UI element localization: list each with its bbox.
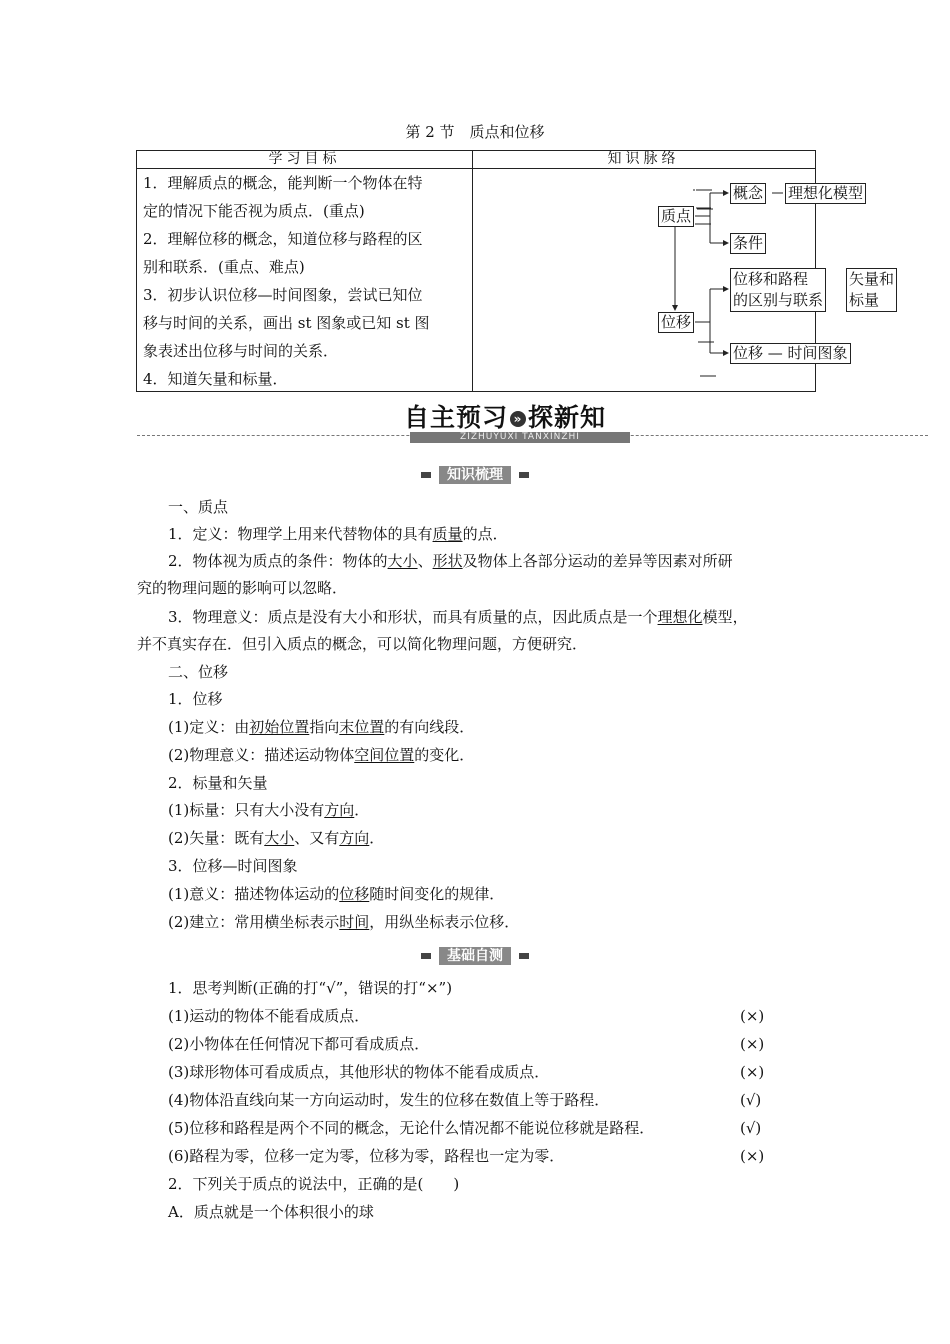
judge-mark: (√) — [740, 1119, 762, 1137]
goal-line: 4．知道矢量和标量． — [143, 370, 288, 388]
node-shiliang — [846, 268, 897, 312]
goal-line: 移与时间的关系，画出 st 图象或已知 st 图 — [143, 314, 430, 332]
judge-item: (4)物体沿直线向某一方向运动时，发生的位移在数值上等于路程． — [168, 1091, 610, 1109]
node-tiaojian: 条件 — [730, 233, 766, 254]
text-line: 2．物体视为质点的条件：物体的大小、形状及物体上各部分运动的差异等因素对所研 — [168, 552, 733, 570]
objectives-table — [136, 150, 895, 392]
text-line: 2．标量和矢量 — [168, 774, 268, 792]
judge-mark: (×) — [740, 1007, 765, 1025]
text-line: (2)矢量：既有大小、又有方向． — [168, 829, 385, 847]
node-lixianghua: 理想化模型 — [785, 183, 866, 204]
text-line: 3．物理意义：质点是没有大小和形状，而具有质量的点，因此质点是一个理想化模型， — [168, 608, 748, 626]
text-line: 1．定义：物理学上用来代替物体的具有质量的点． — [168, 525, 508, 543]
text-line: (2)物理意义：描述运动物体空间位置的变化． — [168, 746, 475, 764]
goal-line: 定的情况下能否视为质点．(重点) — [143, 202, 365, 220]
node-qubie-line: 位移和路程 — [733, 270, 809, 288]
text-line: 二、位移 — [168, 663, 229, 681]
judge-item: (5)位移和路程是两个不同的概念，无论什么情况都不能说位移就是路程． — [168, 1119, 655, 1137]
banner-subtitle: ZIZHUYUXI TANXINZHI — [410, 432, 630, 443]
node-tuxiang: 位移 — 时间图象 — [730, 343, 851, 364]
banner-title-b: 探新知 — [528, 403, 607, 432]
goal-line: 别和联系．(重点、难点) — [143, 258, 305, 276]
text-line: 并不真实存在．但引入质点的概念，可以简化物理问题，方便研究． — [137, 635, 588, 653]
section-heading-selftest — [0, 946, 950, 965]
page-title: 第 2 节 质点和位移 — [405, 123, 545, 141]
judge-item: (1)运动的物体不能看成质点． — [168, 1007, 370, 1025]
header-knowledge-map: 知识脉络 — [472, 151, 815, 169]
goal-line: 2．理解位移的概念，知道位移与路程的区 — [143, 230, 423, 248]
node-weiyi: 位移 — [658, 312, 694, 333]
banner-title-a: 自主预习 — [404, 403, 509, 432]
judge-item: (2)小物体在任何情况下都可看成质点． — [168, 1035, 430, 1053]
judge-mark: (×) — [740, 1063, 765, 1081]
text-line: 一、质点 — [168, 498, 229, 516]
goal-line: 3．初步认识位移—时间图象，尝试已知位 — [143, 286, 423, 304]
judge-item: (3)球形物体可看成质点，其他形状的物体不能看成质点． — [168, 1063, 550, 1081]
node-qubie-line: 的区别与联系 — [733, 291, 824, 309]
section-heading-knowledge — [0, 465, 950, 484]
section-banner — [0, 398, 950, 446]
text-line: (1)标量：只有大小没有方向． — [168, 801, 370, 819]
section-heading-label: 基础自测 — [431, 947, 519, 965]
judge-mark: (√) — [740, 1091, 762, 1109]
text-line: 究的物理问题的影响可以忽略． — [137, 579, 348, 597]
text-line: 1．位移 — [168, 690, 223, 708]
banner-arrow-icon: » — [510, 411, 526, 427]
goal-line: 象表述出位移与时间的关系． — [143, 342, 339, 360]
node-shiliang-line: 标量 — [849, 291, 880, 309]
question-1: 1．思考判断(正确的打“√”，错误的打“×”) — [168, 979, 453, 997]
node-qubie — [730, 268, 826, 312]
knowledge-mindmap — [473, 169, 895, 391]
header-learning-goals: 学习目标 — [137, 151, 473, 169]
text-line: (2)建立：常用横坐标表示时间，用纵坐标表示位移． — [168, 913, 520, 931]
text-line: (1)意义：描述物体运动的位移随时间变化的规律． — [168, 885, 505, 903]
section-heading-label: 知识梳理 — [431, 466, 519, 484]
judge-mark: (×) — [740, 1147, 765, 1165]
judge-item: (6)路程为零，位移一定为零，位移为零，路程也一定为零． — [168, 1147, 565, 1165]
banner-title — [404, 398, 606, 434]
learning-goals-list — [143, 169, 468, 393]
node-zhidian: 质点 — [658, 206, 694, 227]
question-2: 2．下列关于质点的说法中，正确的是( ) — [168, 1175, 460, 1193]
goal-line: 1．理解质点的概念，能判断一个物体在特 — [143, 174, 423, 192]
option-a: A．质点就是一个体积很小的球 — [168, 1203, 374, 1221]
node-gainian: 概念 — [730, 183, 766, 204]
node-shiliang-line: 矢量和 — [849, 270, 895, 288]
judge-mark: (×) — [740, 1035, 765, 1053]
text-line: 3．位移—时间图象 — [168, 857, 298, 875]
text-line: (1)定义：由初始位置指向末位置的有向线段． — [168, 718, 475, 736]
